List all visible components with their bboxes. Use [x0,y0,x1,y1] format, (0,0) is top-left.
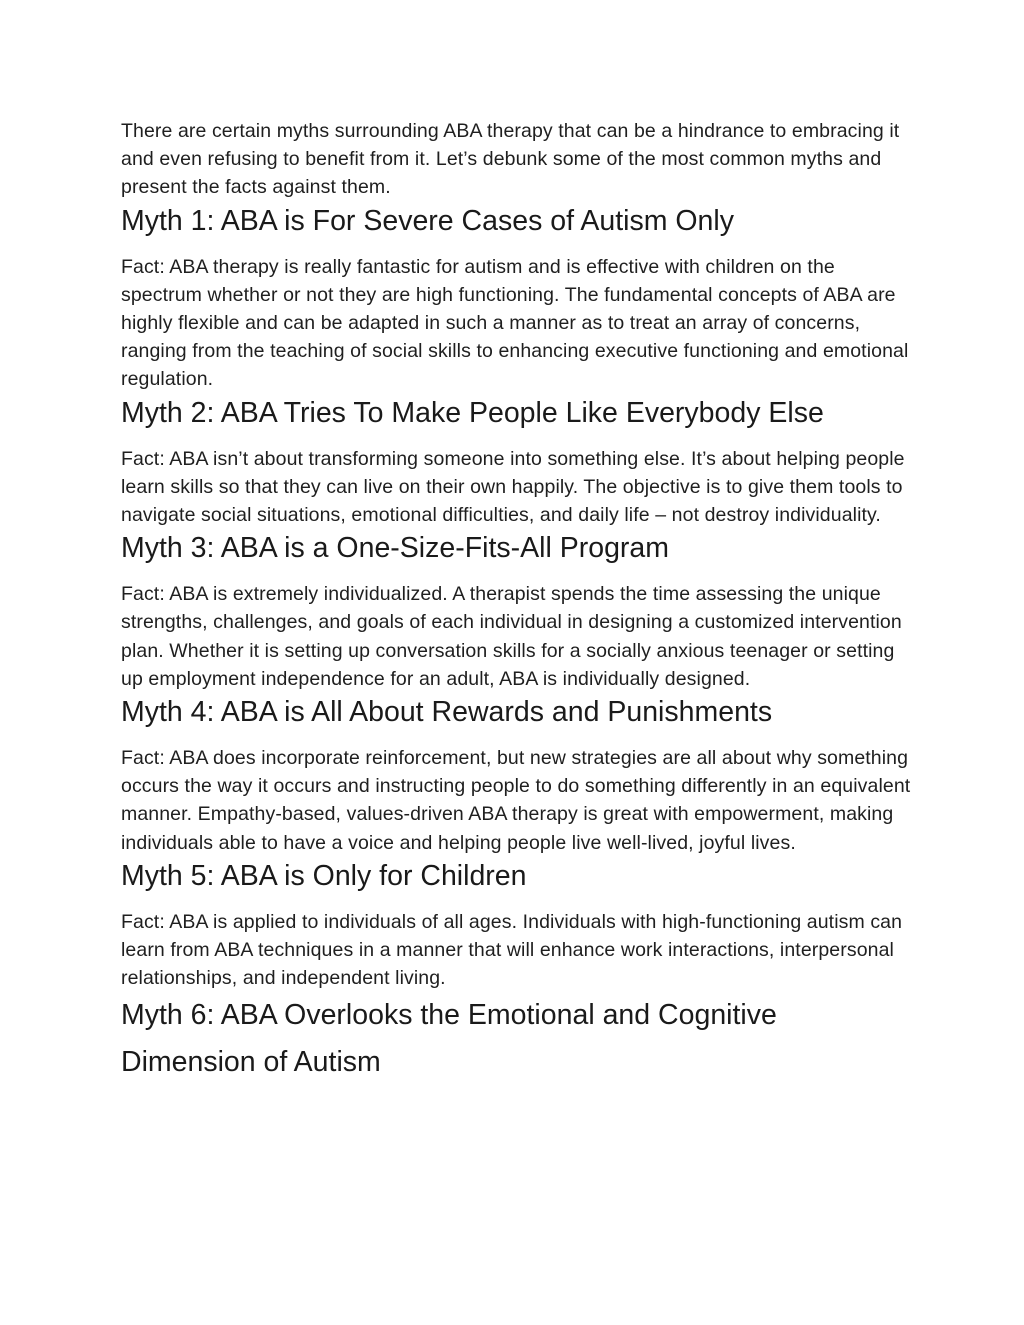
myth-2-fact: Fact: ABA isn’t about transforming someone into something else. It’s about helping people learn skills so that they can live on their own happily. The objective is to give them tools to navigate social situations, emotional difficulties, and daily life – not destroy individuality. [121,447,905,527]
myth-1-heading: Myth 1: ABA is For Severe Cases of Autism Only [121,204,734,237]
myth-4-fact: Fact: ABA does incorporate reinforcement, but new strategies are all about why something occurs the way it occurs and instructing people to do something differently in an equivalent manner. Empathy-based, values-driven ABA therapy is great with empowerment, making individuals able to have a voice and helping people live well-lived, joyful lives. [121,747,911,854]
myth-6-heading: Myth 6: ABA Overlooks the Emotional and Cognitive Dimension of Autism [121,999,777,1079]
document-page [121,117,911,1101]
myth-1-fact: Fact: ABA therapy is really fantastic for autism and is effective with children on the spectrum whether or not they are high functioning. The fundamental concepts of ABA are highly flexible and can be adapted in such a manner as to treat an array of concerns, ranging from the teaching of social skills to enhancing executive functioning and emotional regulation. [121,255,909,391]
myth-5-fact: Fact: ABA is applied to individuals of all ages. Individuals with high-functioning autism can learn from ABA techniques in a manner that will enhance work interactions, interpersonal relationships, and independent living. [121,910,903,990]
myth-3-fact: Fact: ABA is extremely individualized. A therapist spends the time assessing the unique strengths, challenges, and goals of each individual in designing a customized intervention plan. Whether it is setting up conversation skills for a socially anxious teenager or setting up employment independence for an adult, ABA is individually designed. [121,583,902,690]
myth-3-heading: Myth 3: ABA is a One-Size-Fits-All Program [121,532,669,565]
myth-5-heading: Myth 5: ABA is Only for Children [121,859,527,892]
intro-paragraph: There are certain myths surrounding ABA therapy that can be a hindrance to embracing it and even refusing to benefit from it. Let’s debunk some of the most common myths and present the facts against them. [121,120,900,199]
myth-4-heading: Myth 4: ABA is All About Rewards and Punishments [121,696,773,729]
myth-2-heading: Myth 2: ABA Tries To Make People Like Everybody Else [121,396,824,429]
